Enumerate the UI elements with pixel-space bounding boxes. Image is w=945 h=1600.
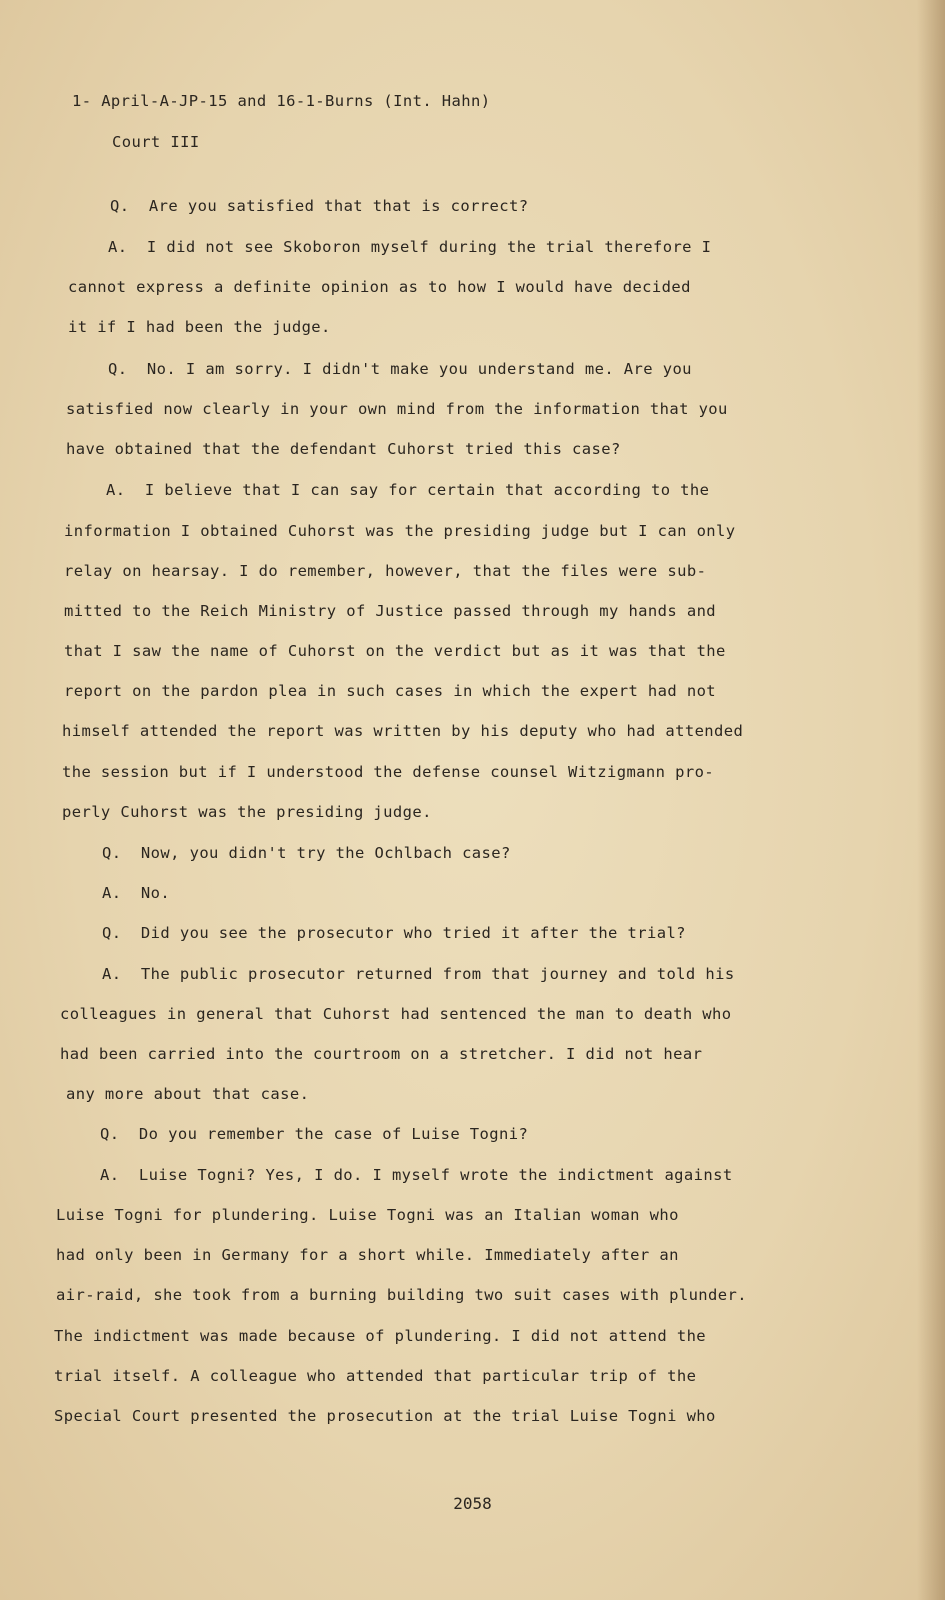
transcript-line: it if I had been the judge.: [68, 318, 331, 336]
transcript-line: any more about that case.: [66, 1085, 310, 1103]
transcript-line: satisfied now clearly in your own mind from the information that you: [66, 400, 728, 418]
transcript-line: A. No.: [102, 884, 171, 902]
transcript-line: mitted to the Reich Ministry of Justice passed through my hands and: [64, 602, 717, 620]
transcript-line: Q. Did you see the prosecutor who tried it after the trial?: [102, 924, 686, 942]
transcript-line: the session but if I understood the defense counsel Witzigmann pro-: [62, 763, 715, 781]
page-number: 2058: [453, 1494, 492, 1513]
transcript-line: had been carried into the courtroom on a stretcher. I did not hear: [60, 1045, 703, 1063]
transcript-line: Q. Do you remember the case of Luise Togni?: [100, 1125, 529, 1143]
transcript-line: report on the pardon plea in such cases in which the expert had not: [64, 682, 717, 700]
transcript-line: that I saw the name of Cuhorst on the verdict but as it was that the: [64, 642, 726, 660]
transcript-line: perly Cuhorst was the presiding judge.: [62, 803, 432, 821]
court-label: Court III: [112, 133, 200, 151]
transcript-line: Q. No. I am sorry. I didn't make you understand me. Are you: [108, 360, 692, 378]
transcript-line: colleagues in general that Cuhorst had sentenced the man to death who: [60, 1005, 732, 1023]
transcript-line: Luise Togni for plundering. Luise Togni was an Italian woman who: [56, 1206, 679, 1224]
transcript-line: A. The public prosecutor returned from that journey and told his: [102, 965, 735, 983]
transcript-line: A. I did not see Skoboron myself during the trial therefore I: [108, 238, 712, 256]
transcript-line: had only been in Germany for a short while. Immediately after an: [56, 1246, 679, 1264]
transcript-line: relay on hearsay. I do remember, however, that the files were sub-: [64, 562, 707, 580]
transcript-line: himself attended the report was written by his deputy who had attended: [62, 722, 744, 740]
transcript-line: trial itself. A colleague who attended that particular trip of the: [54, 1367, 697, 1385]
transcript-line: have obtained that the defendant Cuhorst tried this case?: [66, 440, 621, 458]
transcript-line: Q. Now, you didn't try the Ochlbach case?: [102, 844, 511, 862]
transcript-line: A. Luise Togni? Yes, I do. I myself wrote the indictment against: [100, 1166, 733, 1184]
transcript-line: cannot express a definite opinion as to how I would have decided: [68, 278, 691, 296]
transcript-line: The indictment was made because of plundering. I did not attend the: [54, 1327, 707, 1345]
transcript-line: air-raid, she took from a burning building two suit cases with plunder.: [56, 1286, 747, 1304]
transcript-line: Q. Are you satisfied that that is correct?: [110, 197, 529, 215]
transcript-line: A. I believe that I can say for certain that according to the: [106, 481, 710, 499]
header-reference: 1- April-A-JP-15 and 16-1-Burns (Int. Hahn): [72, 92, 491, 110]
transcript-line: information I obtained Cuhorst was the presiding judge but I can only: [64, 522, 736, 540]
transcript-line: Special Court presented the prosecution at the trial Luise Togni who: [54, 1407, 716, 1425]
